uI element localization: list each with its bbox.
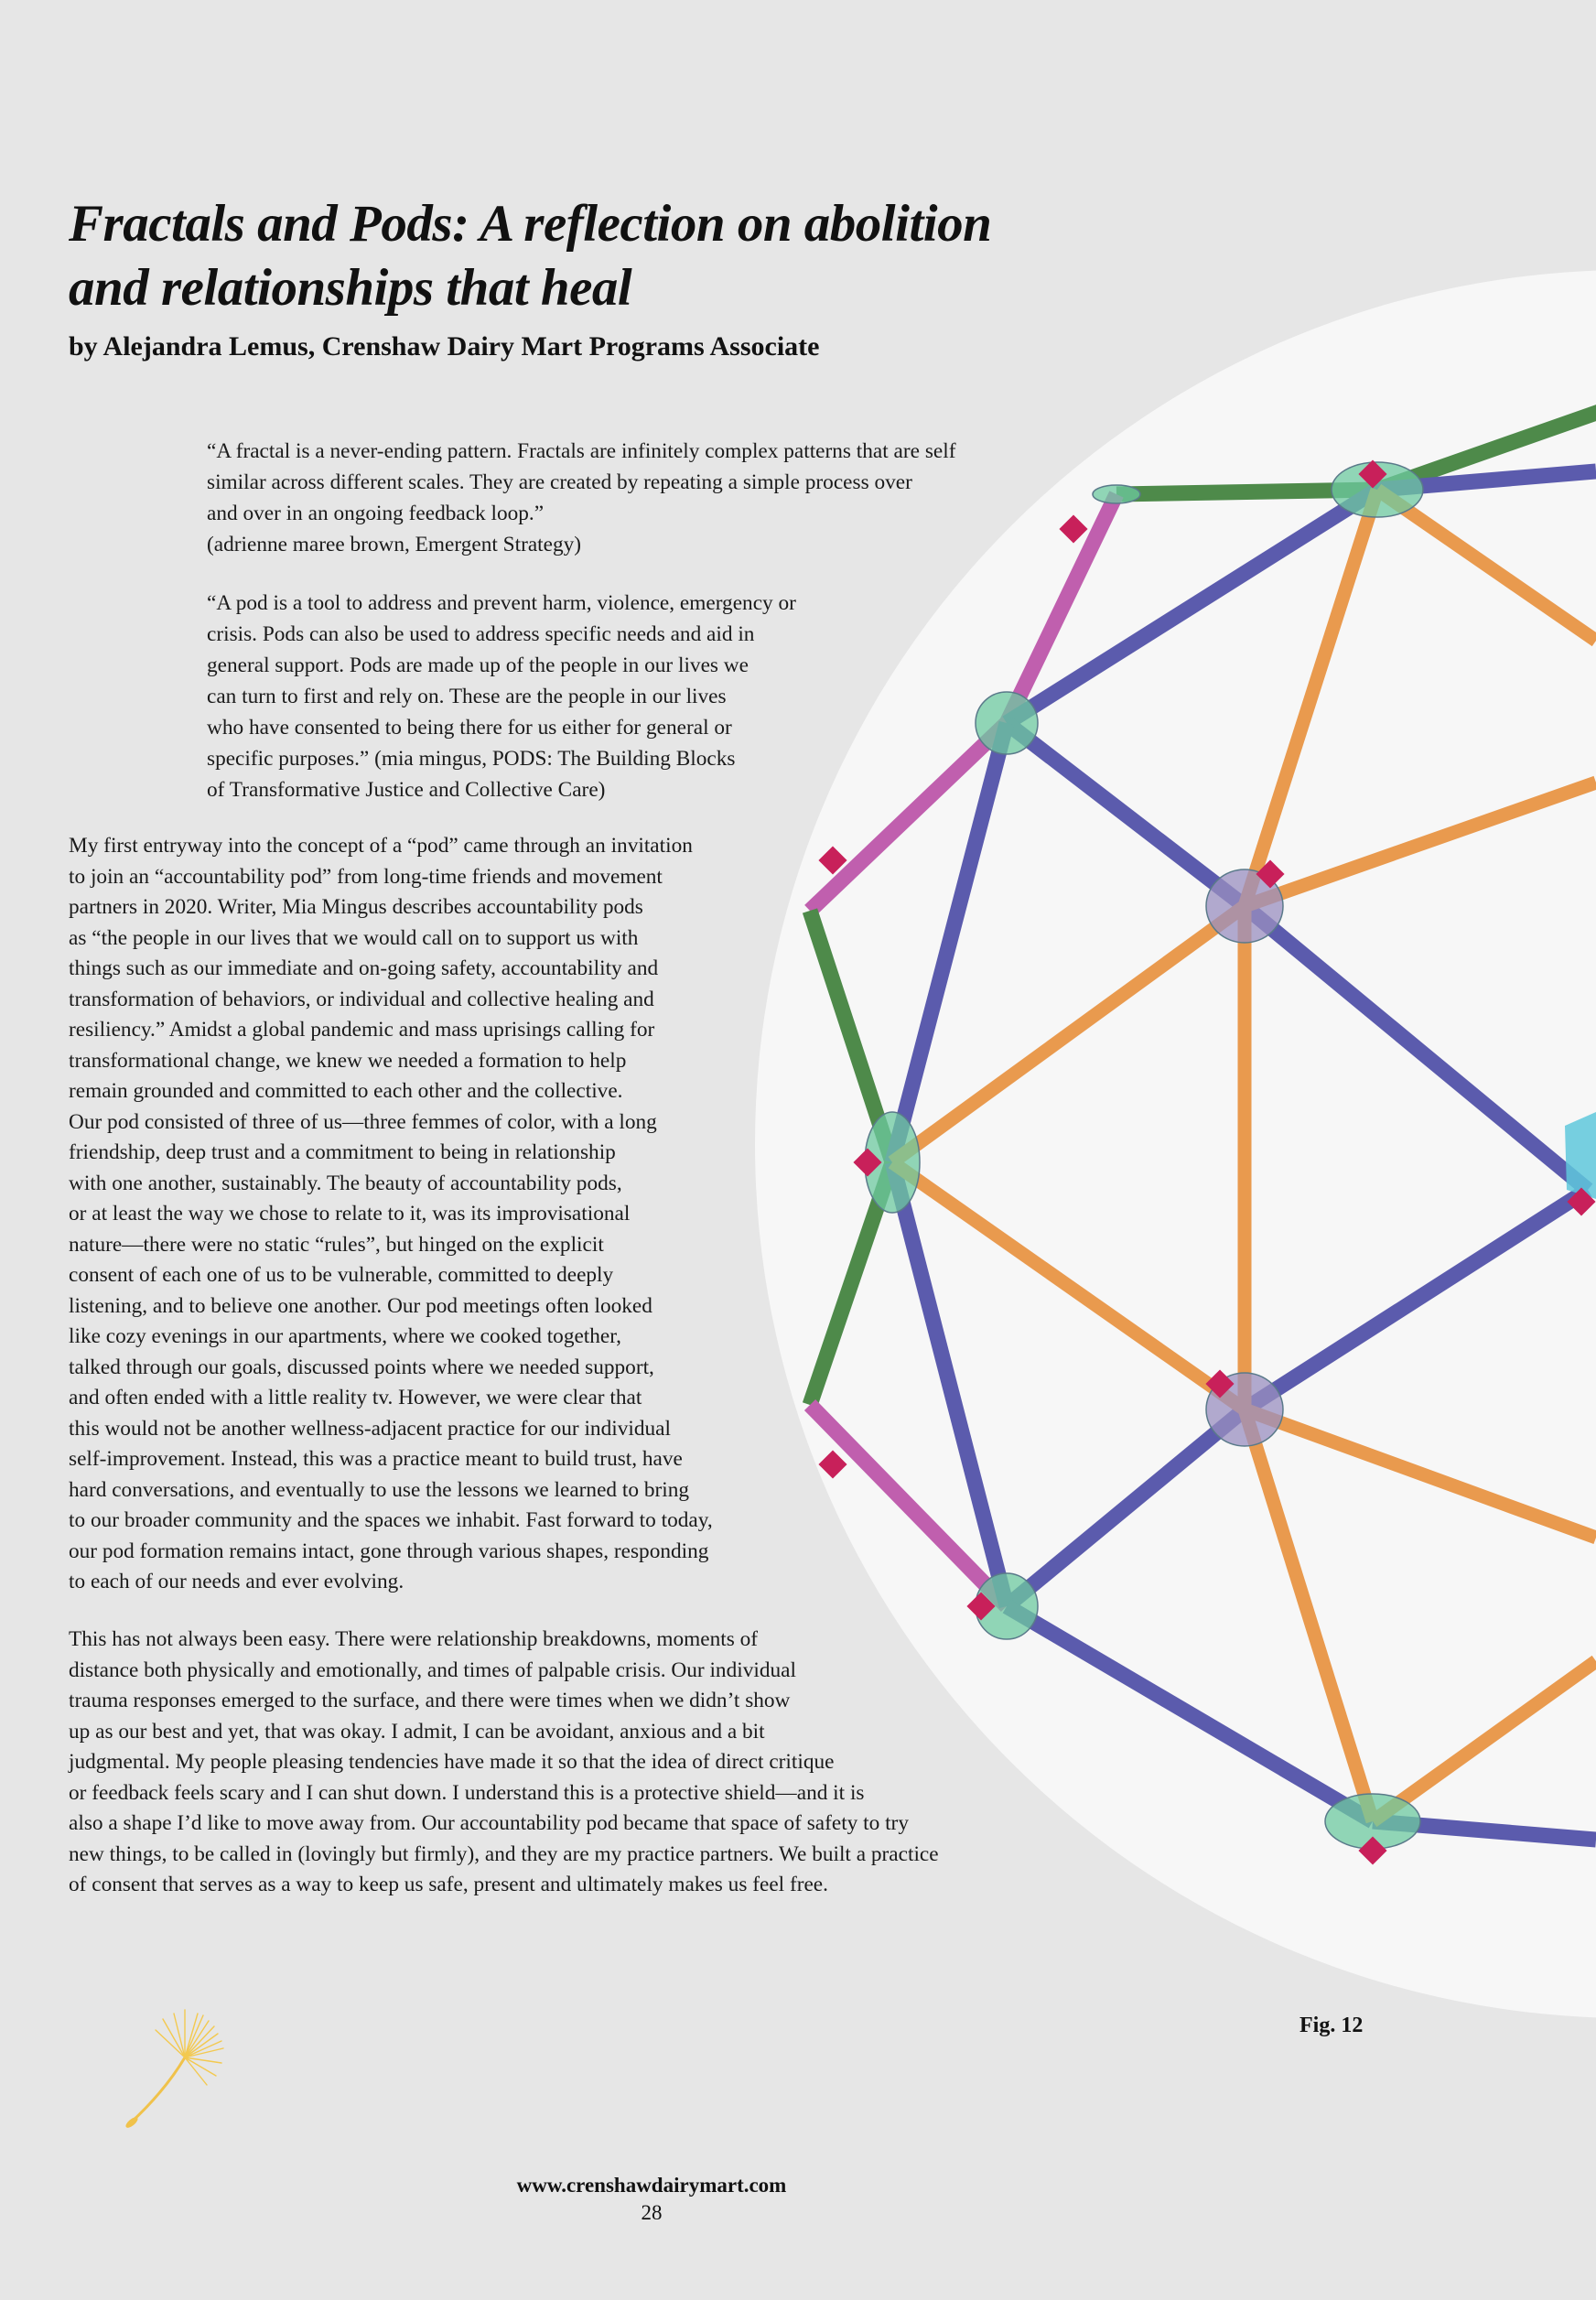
text-line: remain grounded and committed to each other and the collective.	[69, 1079, 623, 1103]
text-line: friendship, deep trust and a commitment to being in relationship	[69, 1140, 616, 1164]
title-line: Fractals and Pods: A reflection on abolition	[69, 195, 992, 253]
text-line: our pod formation remains intact, gone through various shapes, responding	[69, 1539, 709, 1563]
connector-joint	[1093, 485, 1140, 503]
epigraph-quote-fractal	[207, 436, 955, 560]
text-line: transformation of behaviors, or individual and collective healing and	[69, 987, 654, 1011]
text-line: crisis. Pods can also be used to address specific needs and aid in	[207, 622, 755, 646]
text-line: also a shape I’d like to move away from. Our accountability pod became that space of safety to try	[69, 1811, 909, 1835]
body-paragraph-1	[69, 831, 713, 1598]
text-line: consent of each one of us to be vulnerable, committed to deeply	[69, 1263, 614, 1287]
body-paragraph-2	[69, 1625, 939, 1901]
text-line: to each of our needs and ever evolving.	[69, 1570, 404, 1593]
text-line: to join an “accountability pod” from long-time friends and movement	[69, 864, 663, 889]
figure-caption: Fig. 12	[1299, 2014, 1364, 2037]
text-line: This has not always been easy. There were relationship breakdowns, moments of	[69, 1627, 759, 1651]
article-title	[69, 192, 991, 320]
text-line: talked through our goals, discussed points where we needed support,	[69, 1355, 654, 1379]
text-line: like cozy evenings in our apartments, where we cooked together,	[69, 1324, 621, 1348]
text-line: new things, to be called in (lovingly but firmly), and they are my practice partners. We built a practice	[69, 1841, 939, 1866]
text-line: up as our best and yet, that was okay. I admit, I can be avoidant, anxious and a bit	[69, 1719, 765, 1744]
text-line: trauma responses emerged to the surface, and there were times when we didn’t show	[69, 1689, 791, 1712]
epigraph-quote-pod	[207, 588, 796, 805]
title-line: and relationships that heal	[69, 259, 632, 317]
cyan-connector	[1565, 1112, 1596, 1199]
text-line: (adrienne maree brown, Emergent Strategy)	[207, 533, 582, 556]
text-line: “A fractal is a never-ending pattern. Fractals are infinitely complex patterns that are self	[207, 439, 956, 463]
text-line: partners in 2020. Writer, Mia Mingus describes accountability pods	[69, 895, 643, 919]
text-line: or feedback feels scary and I can shut down. I understand this is a protective shield—and it is	[69, 1780, 865, 1805]
text-line: self-improvement. Instead, this was a practice meant to build trust, have	[69, 1447, 683, 1471]
text-line: of consent that serves as a way to keep us safe, present and ultimately makes us feel free.	[69, 1873, 828, 1896]
text-line: can turn to first and rely on. These are the people in our lives	[207, 685, 727, 708]
text-line: similar across different scales. They are created by repeating a simple process over	[207, 470, 912, 494]
text-line: and over in an ongoing feedback loop.”	[207, 502, 545, 525]
text-line: with one another, sustainably. The beauty of accountability pods,	[69, 1171, 622, 1195]
text-line: as “the people in our lives that we would call on to support us with	[69, 925, 639, 950]
text-line: judgmental. My people pleasing tendencies have made it so that the idea of direct critique	[69, 1750, 835, 1774]
footer-website: www.crenshawdairymart.com	[516, 2174, 787, 2197]
page-number: 28	[641, 2201, 663, 2224]
text-line: things such as our immediate and on-going safety, accountability and	[69, 956, 659, 980]
text-line: “A pod is a tool to address and prevent harm, violence, emergency or	[207, 591, 796, 615]
text-line: My first entryway into the concept of a “pod” came through an invitation	[69, 834, 693, 858]
text-line: listening, and to believe one another. Our pod meetings often looked	[69, 1293, 652, 1318]
text-line: and often ended with a little reality tv. However, we were clear that	[69, 1386, 642, 1409]
text-line: resiliency.” Amidst a global pandemic and mass uprisings calling for	[69, 1018, 655, 1042]
text-line: specific purposes.” (mia mingus, PODS: The Building Blocks	[207, 747, 736, 771]
text-line: nature—there were no static “rules”, but hinged on the explicit	[69, 1232, 604, 1257]
text-line: general support. Pods are made up of the people in our lives we	[207, 653, 749, 677]
dandelion-seed-icon	[119, 2004, 265, 2142]
text-line: hard conversations, and eventually to use the lessons we learned to bring	[69, 1477, 690, 1502]
text-line: transformational change, we knew we needed a formation to help	[69, 1048, 627, 1073]
byline: by Alejandra Lemus, Crenshaw Dairy Mart Programs Associate	[69, 331, 820, 362]
text-line: or at least the way we chose to relate to it, was its improvisational	[69, 1202, 631, 1226]
text-line: Our pod consisted of three of us—three femmes of color, with a long	[69, 1109, 657, 1134]
text-line: who have consented to being there for us either for general or	[207, 716, 732, 740]
text-line: this would not be another wellness-adjacent practice for our individual	[69, 1416, 671, 1441]
connector-joint	[976, 692, 1038, 754]
text-line: to our broader community and the spaces we inhabit. Fast forward to today,	[69, 1508, 713, 1532]
text-line: of Transformative Justice and Collective Care)	[207, 778, 606, 802]
text-line: distance both physically and emotionally, and times of palpable crisis. Our individual	[69, 1658, 796, 1682]
